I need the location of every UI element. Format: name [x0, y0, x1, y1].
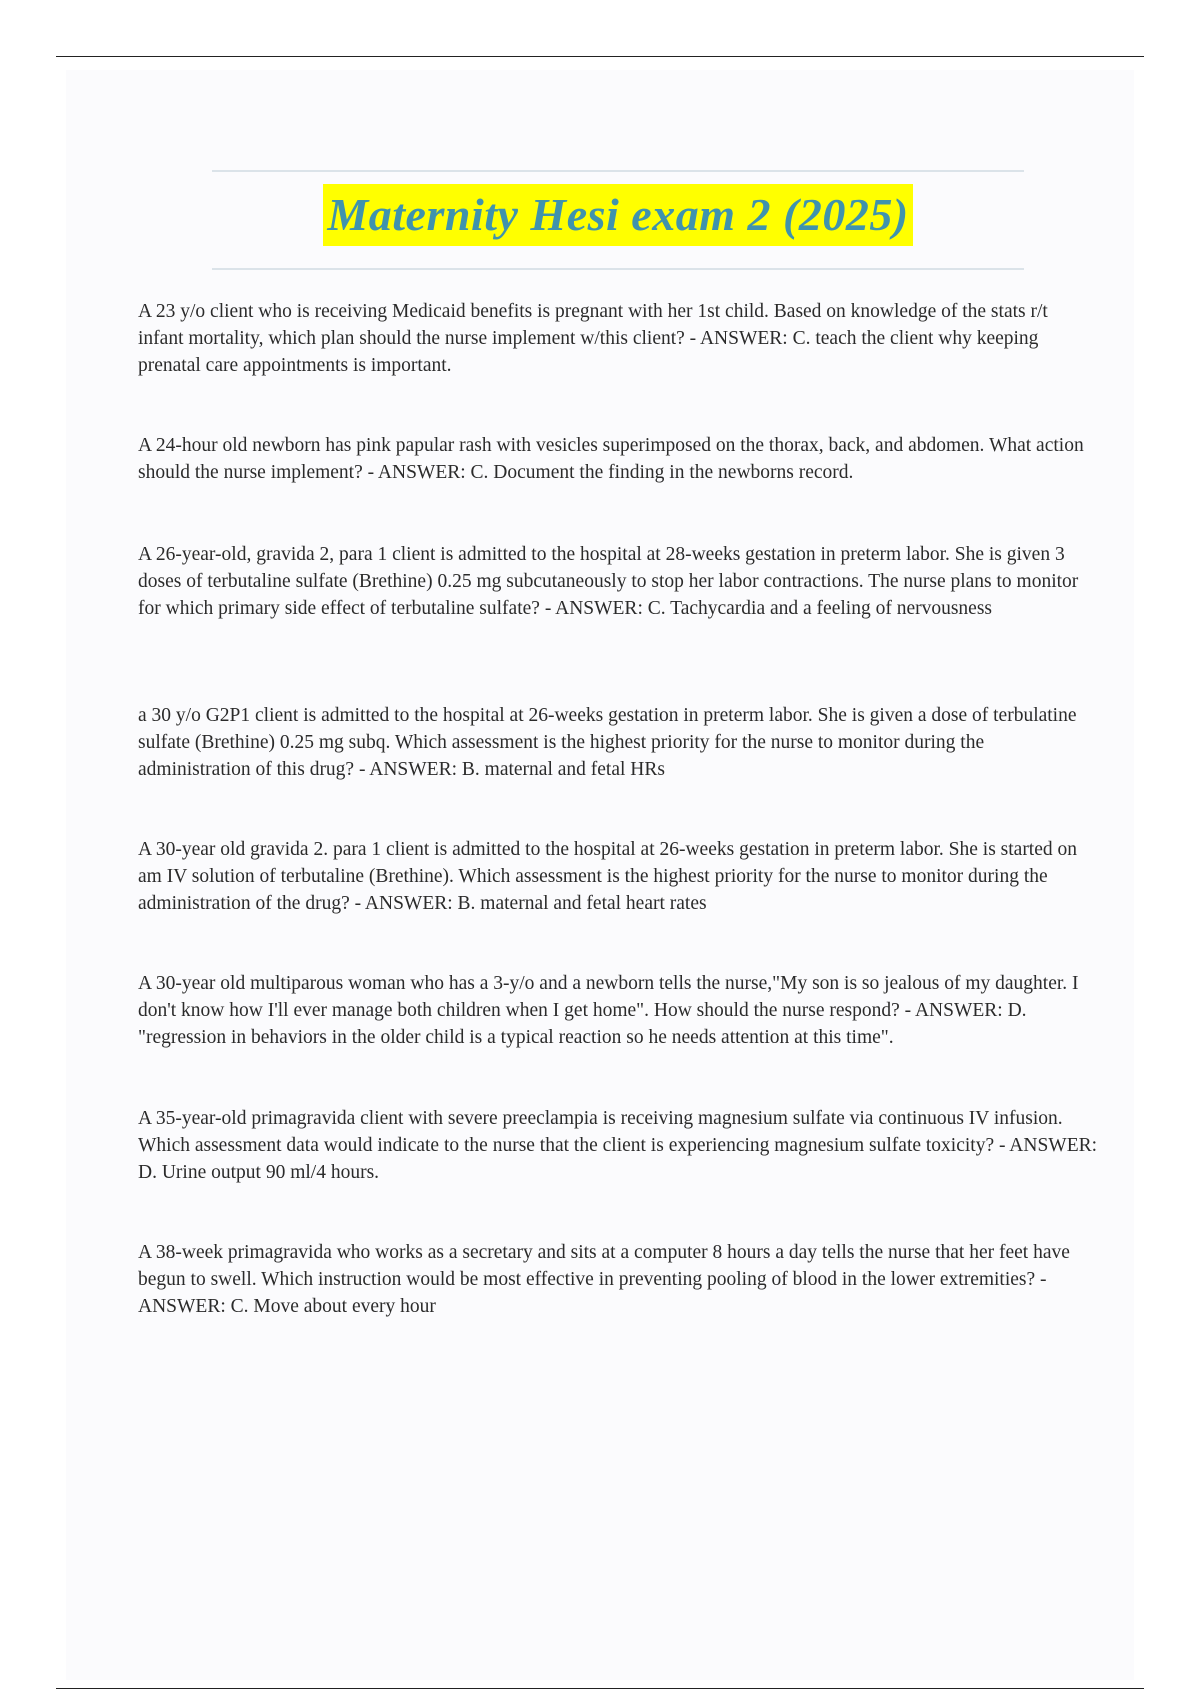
- question-text: A 30-year old gravida 2. para 1 client is admitted to the hospital at 26-weeks gestation in preterm labor. She is started on am IV solution of terbutaline (Brethine). Which assessment is the highest priority for the nurse to monitor during the administration of the drug?: [138, 839, 1078, 914]
- question-text: A 30-year old multiparous woman who has a 3-y/o and a newborn tells the nurse,"My son is so jealous of my daughter. I don't know how I'll ever manage both children when I get home". How should the nurse respond?: [138, 973, 1079, 1021]
- document-title: Maternity Hesi exam 2 (2025): [323, 184, 912, 246]
- qa-item: [138, 836, 1098, 917]
- answer-text: D. "regression in behaviors in the older child is a typical reaction so he needs attention at this time".: [138, 1000, 1027, 1048]
- answer-text: B. maternal and fetal HRs: [461, 759, 665, 780]
- question-text: A 23 y/o client who is receiving Medicaid benefits is pregnant with her 1st child. Based on knowledge of the stats r/t infant mortality, which plan should the nurse implement w/this client?: [138, 301, 1048, 349]
- answer-text: C. teach the client why keeping prenatal care appointments is important.: [138, 328, 1039, 376]
- answer-separator: - ANSWER:: [684, 328, 793, 349]
- page-bottom-rule: [56, 1688, 1144, 1689]
- qa-item: [138, 702, 1098, 783]
- page-top-rule: [56, 56, 1144, 57]
- answer-separator: - ANSWER:: [994, 1135, 1098, 1156]
- title-rule-bottom: [212, 268, 1024, 270]
- question-text: A 24-hour old newborn has pink papular rash with vesicles superimposed on the thorax, back, and abdomen. What action should the nurse implement?: [138, 435, 1084, 483]
- question-text: A 35-year-old primagravida client with severe preeclampia is receiving magnesium sulfate via continuous IV infusion. Which assessment data would indicate to the nurse that the client is experiencing magnesium sulfate toxicity?: [138, 1108, 1063, 1156]
- answer-separator: - ANSWER:: [362, 462, 471, 483]
- answer-text: D. Urine output 90 ml/4 hours.: [138, 1162, 380, 1183]
- qa-item: [138, 1105, 1098, 1186]
- title-block: [0, 184, 1200, 246]
- answer-separator: - ANSWER:: [539, 598, 648, 619]
- qa-item: [138, 970, 1098, 1051]
- answer-separator: - ANSWER:: [899, 1000, 1008, 1021]
- question-text: A 26-year-old, gravida 2, para 1 client is admitted to the hospital at 28-weeks gestation in preterm labor. She is given 3 doses of terbutaline sulfate (Brethine) 0.25 mg subcutaneously to stop her labor contractions. The nurse plans to monitor for which primary side effect of terbutaline sulfate?: [138, 544, 1079, 619]
- answer-text: B. maternal and fetal heart rates: [457, 893, 707, 914]
- question-text: a 30 y/o G2P1 client is admitted to the hospital at 26-weeks gestation in preterm labor. She is given a dose of terbulatine sulfate (Brethine) 0.25 mg subq. Which assessment is the highest priority for the nurse to monitor during the administration of this drug?: [138, 705, 1077, 780]
- answer-separator: - ANSWER:: [349, 893, 458, 914]
- qa-item: [138, 298, 1098, 379]
- qa-item: [138, 1239, 1098, 1320]
- answer-separator: - ANSWER:: [354, 759, 462, 780]
- qa-item: [138, 432, 1098, 486]
- qa-item: [138, 541, 1098, 622]
- answer-text: C. Document the finding in the newborns record.: [470, 462, 854, 483]
- title-rule-top: [212, 170, 1024, 172]
- answer-text: C. Tachycardia and a feeling of nervousness: [647, 598, 993, 619]
- answer-separator: - ANSWER:: [138, 1269, 1047, 1317]
- answer-text: C. Move about every hour: [230, 1296, 436, 1317]
- question-text: A 38-week primagravida who works as a secretary and sits at a computer 8 hours a day tells the nurse that her feet have begun to swell. Which instruction would be most effective in preventing pooling of blood in the lower extremities?: [138, 1242, 1070, 1290]
